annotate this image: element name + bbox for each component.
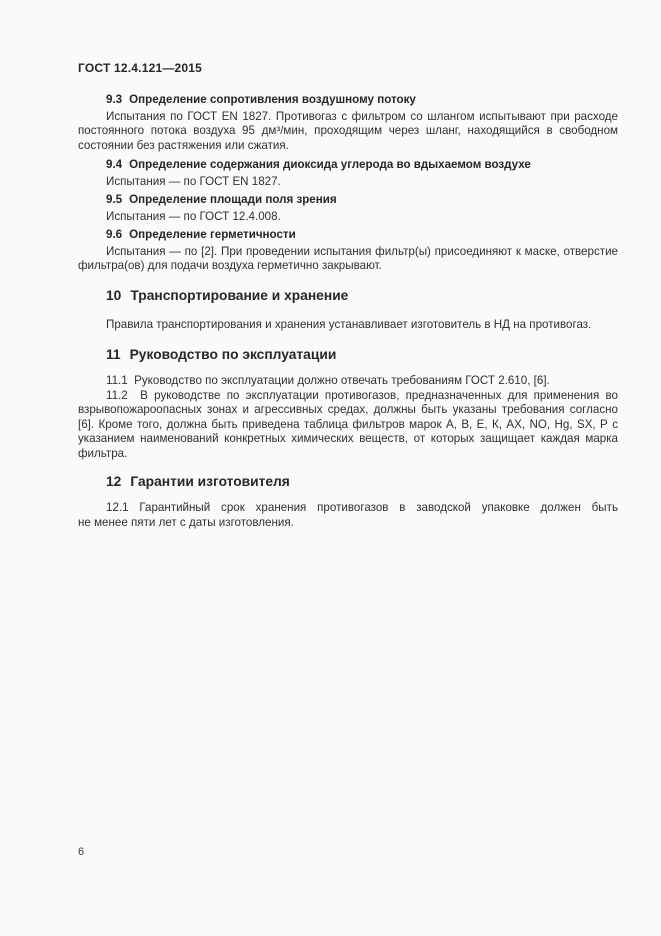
- paragraph-9-6: Испытания — по [2]. При проведении испытания фильтр(ы) присоединяют к маске, отверстие фильтра(ов) для подачи воздуха герметично закрывают.: [78, 244, 618, 272]
- paragraph-9-4: Испытания — по ГОСТ EN 1827.: [106, 174, 281, 188]
- chapter-title: Гарантии изготовителя: [130, 474, 290, 489]
- paragraph-12-1-line1: 12.1 Гарантийный срок хранения противогазов в заводской упаковке должен быть: [106, 501, 618, 514]
- chapter-title: Транспортирование и хранение: [130, 287, 349, 303]
- section-number: 9.5: [106, 193, 123, 206]
- chapter-heading-11: [106, 346, 618, 364]
- chapter-number: 11: [106, 347, 121, 362]
- page-content: [78, 61, 618, 530]
- section-number: 9.4: [106, 158, 123, 171]
- section-number: 9.3: [106, 93, 123, 106]
- chapter-heading-10: [106, 287, 618, 305]
- page-number: 6: [78, 846, 85, 858]
- section-number: 9.6: [106, 228, 123, 241]
- section-heading-9-6: [106, 228, 618, 243]
- paragraph-9-5: Испытания — по ГОСТ 12.4.008.: [106, 209, 281, 223]
- section-heading-9-3: [106, 93, 618, 108]
- chapter-heading-12: [106, 473, 618, 491]
- section-heading-9-4: [106, 158, 618, 173]
- section-title: Определение площади поля зрения: [129, 193, 337, 206]
- chapter-number: 12: [106, 474, 122, 489]
- section-title: Определение герметичности: [129, 228, 296, 241]
- chapter-title: Руководство по эксплуатации: [129, 347, 337, 362]
- section-heading-9-5: [106, 193, 618, 208]
- paragraph-11-1: 11.1 Руководство по эксплуатации должно отвечать требованиям ГОСТ 2.610, [6].: [106, 374, 550, 387]
- paragraph-9-3: Испытания по ГОСТ EN 1827. Противогаз с фильтром со шлангом испытывают при расходе постоянного потока воздуха 95 дм³/мин, проходящим через шланг, находящийся в свободном состоянии без растяжения или сжатия.: [78, 109, 618, 152]
- paragraph-12-1-line2: не менее пяти лет с даты изготовления.: [78, 515, 294, 529]
- section-title: Определение содержания диоксида углерода во вдыхаемом воздухе: [129, 158, 531, 171]
- running-head: ГОСТ 12.4.121—2015: [78, 61, 203, 75]
- paragraph-11-2: 11.2 В руководстве по эксплуатации противогазов, предназначенных для применения во взрывопожароопасных зонах и агрессивных средах, должны быть указаны требования согласно [6]. Кроме того, должна быть приведена таблица фильтров марок А, В, Е, К, АХ, NO, Hg, SX, Р с указанием наименований конкретных химических веществ, от которых защищает каждая марка фильтра.: [78, 388, 618, 460]
- chapter-number: 10: [106, 287, 122, 303]
- paragraph-10: Правила транспортирования и хранения устанавливает изготовитель в НД на противогаз.: [106, 317, 592, 331]
- section-title: Определение сопротивления воздушному потоку: [129, 93, 416, 106]
